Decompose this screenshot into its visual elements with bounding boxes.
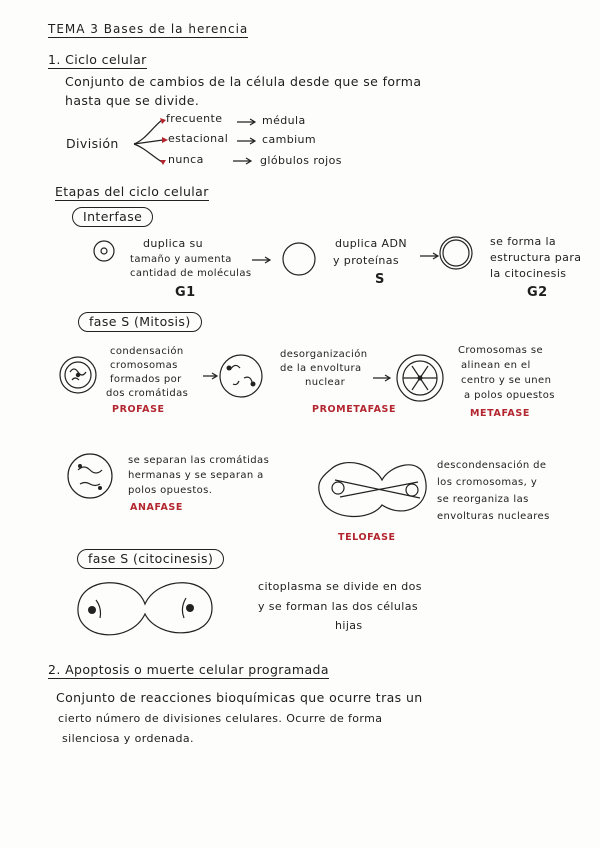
g2-text-1: se forma la (490, 235, 557, 248)
apoptosis-line-3: silenciosa y ordenada. (62, 732, 194, 745)
metafase-label: METAFASE (470, 408, 530, 419)
spindle-telofase-icon (335, 480, 420, 498)
profase-text-2: cromosomas (110, 360, 178, 371)
division-nunca: nunca (168, 153, 204, 166)
telofase-text-1: descondensación de (437, 460, 547, 471)
arrow-freq (237, 119, 255, 125)
citocinesis-text-3: hijas (335, 619, 363, 632)
division-freq-example: médula (262, 114, 306, 127)
citocinesis-text-1: citoplasma se divide en dos (258, 580, 422, 593)
division-est-example: cambium (262, 133, 317, 146)
profase-text-4: dos cromátidas (106, 388, 189, 399)
arrow-est (237, 138, 255, 144)
prometafase-text-1: desorganización (280, 349, 368, 360)
arrow-nunca (233, 158, 251, 164)
apoptosis-line-1: Conjunto de reacciones bioquímicas que ocurre tras un (56, 690, 423, 705)
cell-g2-inner-icon (443, 240, 469, 266)
prometafase-label: PROMETAFASE (312, 404, 397, 415)
apoptosis-line-2: cierto número de divisiones celulares. Ocurre de forma (58, 712, 383, 725)
arrowhead-nunca-icon (160, 160, 166, 165)
ciclo-definition-line-1: Conjunto de cambios de la célula desde que se forma (65, 74, 422, 89)
s-text-1: duplica ADN (335, 237, 407, 250)
anafase-label: ANAFASE (130, 502, 183, 513)
nucleus-left-telofase-icon (332, 482, 344, 494)
g1-text-2: tamaño y aumenta (130, 254, 232, 265)
division-est: estacional (168, 132, 229, 145)
cell-g1-icon (94, 241, 114, 261)
telofase-label: TELOFASE (338, 532, 396, 543)
citocinesis-text-2: y se forman las dos células (258, 600, 418, 613)
page-title: TEMA 3 Bases de la herencia (48, 22, 249, 36)
branch-arrow-nunca (134, 144, 162, 162)
arrow-s-g2 (420, 253, 438, 259)
chromosomes-prometafase-icon (230, 365, 252, 384)
anafase-text-3: polos opuestos. (128, 485, 213, 496)
section-2-heading: 2. Apoptosis o muerte celular programada (48, 662, 329, 677)
section-1-heading: 1. Ciclo celular (48, 52, 147, 67)
arrow-prom-meta (373, 375, 390, 381)
metafase-text-2: alinean en el (461, 360, 531, 371)
g2-text-3: la citocinesis (490, 267, 567, 280)
anafase-text-2: hermanas y se separan a (128, 470, 264, 481)
cell-telofase-icon (319, 463, 426, 517)
profase-text-3: formados por (110, 374, 182, 385)
profase-text-1: condensación (110, 346, 184, 357)
etapas-heading: Etapas del ciclo celular (55, 184, 209, 199)
interfase-label: Interfase (72, 207, 153, 227)
prometafase-text-3: nuclear (305, 377, 346, 388)
division-label: División (66, 136, 119, 151)
profase-label: PROFASE (112, 404, 165, 415)
anafase-text-1: se separan las cromátidas (128, 455, 270, 466)
fase-mitosis-label: fase S (Mitosis) (78, 312, 202, 332)
metafase-text-3: centro y se unen (461, 375, 552, 386)
division-nunca-example: glóbulos rojos (260, 154, 342, 167)
cell-prometafase-icon (220, 355, 262, 397)
arrow-pro-prom (203, 373, 217, 379)
ciclo-definition-line-2: hasta que se divide. (65, 93, 200, 108)
g1-label: G1 (175, 285, 196, 300)
metafase-text-1: Cromosomas se (458, 345, 543, 356)
s-label: S (375, 272, 385, 287)
telofase-text-3: se reorganiza las (437, 494, 529, 505)
fase-citocinesis-label: fase S (citocinesis) (77, 549, 224, 569)
division-freq: frecuente (166, 112, 223, 125)
telofase-text-2: los cromosomas, y (437, 477, 538, 488)
telofase-text-4: envolturas nucleares (437, 511, 550, 522)
nucleus-right-telofase-icon (406, 484, 418, 496)
g2-text-2: estructura para (490, 251, 582, 264)
cell-g2-icon (440, 237, 472, 269)
prometafase-text-2: de la envoltura (280, 363, 362, 374)
nucleus-g1-icon (101, 248, 107, 254)
cell-s-icon (283, 243, 315, 275)
g2-label: G2 (527, 285, 548, 300)
arrow-g1-s (252, 257, 270, 263)
chromosomes-anafase-icon (78, 467, 102, 486)
g1-text-1: duplica su (143, 237, 204, 250)
metafase-text-4: a polos opuestos (464, 390, 555, 401)
g1-text-3: cantidad de moléculas (130, 268, 252, 279)
cell-anafase-icon (68, 454, 112, 498)
s-text-2: y proteínas (333, 254, 399, 267)
chromatin-citocinesis-icon (96, 598, 186, 618)
